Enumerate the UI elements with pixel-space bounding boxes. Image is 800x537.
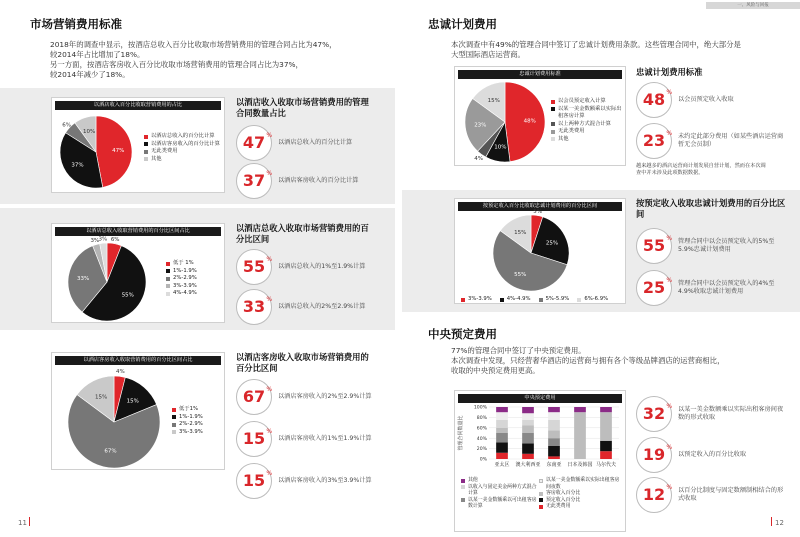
chart-loyalty-fee: [454, 66, 626, 166]
chart-legend: 3%-3.9% 4%-4.9% 5%-5.9% 6%-6.9%: [461, 296, 608, 304]
bar-segment: [522, 443, 534, 453]
section3-title: 以酒店客房收入收取市场营销费用的百分比区间: [236, 352, 369, 373]
y-tick-label: 60%: [476, 426, 487, 432]
bar-segment: [496, 428, 508, 433]
pie-label: 48%: [523, 118, 536, 125]
stat-circle: 48 %: [636, 82, 672, 118]
bar-segment: [522, 407, 534, 413]
stat-circle: 67 %: [236, 379, 272, 415]
stat-text: 管理合同中以会员预定收入的4%至4.9%收取忠诚计划费用: [678, 279, 775, 295]
stat-row: [236, 125, 378, 161]
chart-central-reservation: [454, 390, 626, 532]
pie-label: 6%: [110, 237, 120, 244]
chart-title: 忠诚计划费用标准: [458, 70, 622, 79]
stat-text: 以酒店总收入的百分比计算: [278, 138, 353, 146]
chart-legend: 低于1% 1%-1.9% 2%-2.9% 3%-3.9%: [172, 406, 203, 436]
pie-label: 15%: [487, 97, 500, 104]
stat-circle: 15 %: [236, 463, 272, 499]
y-tick-label: 20%: [476, 447, 487, 453]
bar-segment: [600, 451, 612, 459]
header-tab: 一、风险与回报: [706, 2, 800, 9]
section5-title: 按预定收入收取忠诚计划费用的百分比区间: [636, 198, 786, 219]
stat-circle: 23 %: [636, 123, 672, 159]
stat-row: [636, 270, 788, 306]
x-tick-label: 日本及韩国: [567, 462, 593, 468]
pie-label: 15%: [95, 394, 108, 401]
x-tick-label: 亚太区: [494, 462, 510, 468]
bar-segment: [496, 412, 508, 420]
stat-circle: 33 %: [236, 289, 272, 325]
pie-label: 6%: [62, 122, 71, 129]
stat-row: [636, 228, 788, 264]
stat-row: [636, 396, 788, 432]
bar-segment: [600, 407, 612, 412]
bar-segment: [548, 438, 560, 446]
bar-segment: [522, 420, 534, 425]
x-tick-label: 马尔代夫: [595, 462, 617, 468]
y-axis-label: 管理合同数量比: [458, 415, 464, 451]
section1-title: 以酒店收入收取市场营销费用的管理合同数量占比: [236, 97, 369, 118]
pie-label: 4%: [116, 368, 125, 375]
stat-text: 以酒店客房收入的3%至3.9%计算: [278, 476, 372, 484]
right-page-title: 忠诚计划费用: [428, 17, 497, 31]
stat-circle: 32 %: [636, 396, 672, 432]
stat-text: 以酒店总收入的1%至1.9%计算: [278, 262, 366, 270]
pie-label: 5%: [533, 208, 543, 215]
chart-room-revenue-range: [51, 352, 225, 470]
stat-text: 以酒店客房收入的1%至1.9%计算: [278, 434, 372, 442]
chart-title: 按预定收入百分比收取忠诚计划费用的百分比区间: [458, 202, 622, 211]
stat-text: 以酒店客房收入的2%至2.9%计算: [278, 392, 372, 400]
bar-segment: [548, 407, 560, 412]
stat-row: [236, 163, 378, 199]
stat-text: 以酒店客房收入的百分比计算: [278, 176, 359, 184]
x-tick-label: 东南亚: [546, 462, 562, 468]
section2-title: 以酒店总收入收取市场营销费用的百分比区间: [236, 223, 369, 244]
stat-row: [636, 82, 788, 118]
right-intro: 本次调查中有49%的管理合同中签订了忠诚计划费用条款。这些管理合同中，绝大部分是 大型国际酒店运营商。: [451, 40, 741, 59]
stat-text: 以预定收入的百分比收取: [678, 450, 747, 458]
stat-row: [236, 463, 388, 499]
pie-label: 37%: [71, 162, 84, 169]
left-intro: 2018年的调查中显示，按酒店总收入百分比收取市场营销费用的管理合同占比为47%， 较2014年占比增加了18%。 另一方面，按酒店客房收入百分比收取市场营销费用的管理合同占比为37%， 较2014年减少了18%。: [50, 40, 337, 79]
pie-chart: [52, 224, 226, 324]
stat-circle: 37 %: [236, 163, 272, 199]
chart-marketing-fee-method: [51, 97, 225, 193]
stat-circle: 55 %: [236, 249, 272, 285]
stat-row: [636, 477, 788, 513]
pie-label: 55%: [514, 271, 527, 278]
stat-circle: 12 %: [636, 477, 672, 513]
bar-segment: [522, 413, 534, 420]
stat-row: [236, 379, 388, 415]
chart-title: 以酒店客房收入收取营销费用的百分比区间占比: [55, 356, 221, 365]
pie-label: 15%: [514, 230, 527, 237]
pie-label: 10%: [82, 128, 96, 135]
x-tick-label: 澳大利西亚: [515, 462, 541, 468]
bar-segment: [548, 420, 560, 430]
left-page-title: 市场营销费用标准: [30, 17, 122, 31]
pie-label: 15%: [126, 398, 139, 405]
pie-label: 3%: [90, 238, 100, 245]
y-tick-label: 40%: [476, 436, 487, 442]
y-tick-label: 100%: [473, 405, 487, 411]
chart-legend: 低于 1% 1%-1.9% 2%-2.9% 3%-3.9% 4%-4.9%: [166, 260, 197, 298]
section4-title: 忠诚计划费用标准: [636, 67, 703, 77]
stat-circle: 25 %: [636, 270, 672, 306]
chart-legend: 以会员预定收入计算 以某一美金数额乘以实际出租客房计算 以上两种方式混合计算 无此类费用 其他: [551, 98, 625, 144]
stat-row: [236, 421, 388, 457]
bar-segment: [496, 453, 508, 459]
bar-segment: [600, 412, 612, 441]
pie-label: 55%: [121, 292, 134, 299]
stat-text: 管理合同中以会员预定收入的5%至5.9%忠诚计划费用: [678, 237, 775, 253]
pie-label: 4%: [474, 156, 484, 163]
bar-segment: [496, 407, 508, 412]
stat-text: 以酒店总收入的2%至2.9%计算: [278, 302, 366, 310]
bar-segment: [522, 425, 534, 433]
page-marker-right: [771, 517, 772, 526]
stat-row: [636, 123, 788, 159]
stat-text: 以某一美金数额乘以实际出租客房间夜数的形式收取: [678, 405, 784, 421]
bar-segment: [496, 433, 508, 442]
bar-segment: [548, 456, 560, 459]
bar-segment: [574, 412, 586, 459]
stat-row: [236, 249, 388, 285]
page-number-left: 11: [18, 519, 27, 527]
bar-segment: [496, 442, 508, 452]
chart-loyalty-fee-range: [454, 198, 626, 304]
y-tick-label: 80%: [476, 416, 487, 421]
y-tick-label: 0%: [479, 457, 487, 463]
pie-chart: [455, 199, 627, 305]
chart-title: 中央预定费用: [458, 394, 622, 403]
chart-legend: 以酒店总收入的百分比计算 以酒店客房收入的百分比计算 无此类费用 其他: [144, 133, 220, 163]
chart-total-revenue-range: [51, 223, 225, 323]
bar-segment: [496, 420, 508, 428]
page-number-right: 12: [775, 519, 784, 527]
section6-title: 中央预定费用: [428, 327, 497, 341]
pie-label: 25%: [545, 240, 559, 247]
stat-circle: 15 %: [236, 421, 272, 457]
pie-label: 10%: [494, 144, 507, 151]
bar-segment: [574, 407, 586, 412]
bar-segment: [522, 454, 534, 459]
stat-text: 以会员预定收入收取: [678, 95, 734, 103]
section4-note: 越来越多的酒店运营商计划发展自营计划，然而在本次调 查中并未涉及此项数据数据。: [636, 163, 766, 176]
stat-text: 以百分比制度与固定数额制相结合的形式收取: [678, 486, 784, 502]
chart-title: 以酒店收入百分比收取营销费用的占比: [55, 101, 221, 110]
chart-legend: 其他 以收入与固定美金两种方式混合计算 以某一美金数额乘以可出租客房数计算 以某一美金数额乘以实际出租客房间夜数 客房收入百分比 预定收入百分比 无此类费用: [461, 477, 625, 510]
pie-label: 33%: [77, 276, 90, 283]
chart-title: 以酒店总收入收取营销费用的百分比区间占比: [55, 227, 221, 236]
bar-chart: [455, 391, 627, 533]
pie-label: 67%: [104, 448, 117, 455]
stat-circle: 47 %: [236, 125, 272, 161]
stat-row: [236, 289, 388, 325]
bar-segment: [522, 433, 534, 443]
stat-text: 未约定此部分费用（如某些酒店运营商暂无会员制）: [678, 132, 784, 148]
bar-segment: [548, 430, 560, 438]
section6-intro: 77%的管理合同中签订了中央预定费用。 本次调查中发现，只经营奢华酒店的运营商与拥有各个等级品牌酒店的运营商相比， 收取的中央预定费用更高。: [451, 346, 725, 375]
bar-segment: [600, 441, 612, 451]
stat-circle: 55 %: [636, 228, 672, 264]
bar-segment: [548, 446, 560, 456]
bar-segment: [548, 412, 560, 420]
page-marker-left: [29, 517, 30, 526]
stat-row: [636, 437, 788, 473]
stat-circle: 19 %: [636, 437, 672, 473]
pie-label: 47%: [112, 147, 125, 154]
pie-label: 3%: [98, 236, 108, 243]
pie-label: 23%: [474, 122, 487, 129]
